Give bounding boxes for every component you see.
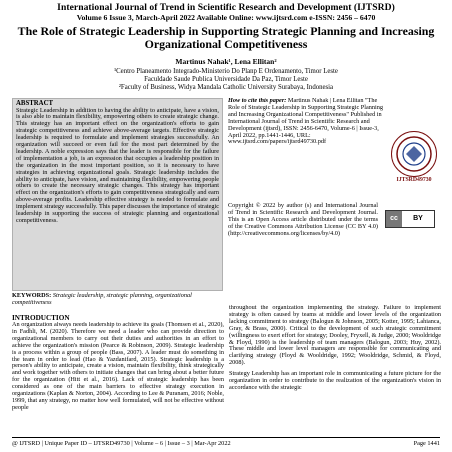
intro-right-paragraph-2: Strategy Leadership has an important role in communicating a future picture for the organization in order to contribute to the realization of the organization's vision in accordance with the strategic bbox=[229, 370, 441, 391]
abstract-box bbox=[12, 98, 223, 291]
footer-divider bbox=[12, 437, 440, 438]
intro-right-paragraph-1: throughout the organization implementing the strategy. Failure to implement strategy is often caused by teams at middle and lower levels of the organization lacking commitment to strategy (Balogun & Johnson, 2005; Kotter, 1995; Lahianca, Gray, & Brass, 2000). Critical to the development of such strategic commitment (willingness to exert effort for strategy; Dooley, Fryxell, & Judge, 2000; Wooldridge & Floyd, 1990) is the leadership of team managers (Balogun, 2003; Huy, 2002). These middle and lower level managers are responsible for communicating and clarifying strategy (Floyd & Wooldridge, 1992; Wooldridge, Schmid, & Floyd, 2008). bbox=[229, 305, 441, 367]
keywords-text: Strategic leadership, strategic planning, organizational competitiveness bbox=[12, 292, 192, 306]
affiliation-2: Faculdade Saude Publica Universidade Da Paz, Timor Leste bbox=[144, 76, 308, 83]
footer-page-number: Page 1441 bbox=[413, 440, 440, 447]
cc-icon: cc bbox=[386, 211, 402, 227]
citation-box bbox=[228, 98, 441, 294]
citation-heading: How to cite this paper: bbox=[228, 98, 287, 104]
introduction-heading: INTRODUCTION bbox=[12, 314, 70, 322]
affiliation-3: ²Faculty of Business, Widya Mandala Catholic University Surabaya, Indonesia bbox=[118, 84, 334, 91]
footer-left: @ IJTSRD | Unique Paper ID – IJTSRD49730 | Volume – 6 | Issue – 3 | Mar-Apr 2022 bbox=[12, 440, 231, 447]
ijtsrd-logo-block bbox=[389, 131, 439, 184]
keywords-label: KEYWORDS: bbox=[12, 292, 52, 299]
intro-right-column bbox=[229, 305, 441, 436]
paper-authors: Martinus Nahak¹, Lena Ellitan² bbox=[175, 57, 277, 66]
page-footer bbox=[12, 440, 440, 448]
paper-title: The Role of Strategic Leadership in Supporting Strategic Planning and Increasing Organizational Competitiveness bbox=[17, 24, 435, 51]
copyright-text: Copyright © 2022 by author (s) and International Journal of Trend in Scientific Research and Development Journal. This is an Open Access article distributed under the terms of the Creative Commons Attribution License (CC BY 4.0) (http://creativecommons.org/licenses/by/4.0) bbox=[228, 202, 378, 237]
abstract-text: Strategic Leadership in addition to having the ability to anticipate, have a vision, is also able to maintain flexibility, empowering others to create strategic change. This strategy has an important effect on the organization's efforts to gain strategic competitiveness and achieve above-average targets. Effective strategic leadership is required to formulate and implement strategies successfully. An organization will succeed or even fail for the most part determined by the leadership. A noble expression says that the leader is responsible for the failure of implementation a job, is an expression that occupies a leadership position in the organization in the most important position, so it is necessary to have strategies in achieving organizational goals. Strategic leadership includes the ability to anticipate, have vision, and maintaining flexibility, empowering people others to create the necessary strategic changes. This strategy has important effect on the organization's efforts to gain competitiveness strategically and earn above-average profits. Leadership effective strategy is needed to formulate and implement strategy successfully. This paper discusses the importance of strategic leadership in supporting the success of strategic planning and organizational competitiveness. bbox=[16, 106, 219, 224]
citation-text-block bbox=[228, 98, 388, 146]
cc-by-badge[interactable] bbox=[385, 210, 435, 228]
paper-id: IJTSRD49730 bbox=[396, 177, 432, 183]
journal-title: International Journal of Trend in Scientific Research and Development (IJTSRD) bbox=[57, 2, 395, 13]
ijtsrd-logo-icon bbox=[391, 131, 437, 177]
citation-text[interactable]: Martinus Nahak | Lena Ellitan "The Role of Strategic Leadership in Supporting Strategic Planning and Increasing Organizational Competitiveness" Published in International Journal of Trend in Scientific Research and Development (ijtsrd), ISSN: 2456-6470, Volume-6 | Issue-3, April 2022, pp.1441-1446, URL: www.ijtsrd.com/papers/ijtsrd49730.pdf bbox=[228, 98, 384, 146]
abstract-heading: ABSTRACT bbox=[16, 100, 54, 107]
affiliation-1: ¹Centro Planeamento Integrado-Ministerio Do Planp E Ordenamento, Timor Leste bbox=[114, 68, 338, 75]
intro-left-column: An organization always needs leadership to achieve its goals (Thomsen et al., 2020), in Fadhli, M. (2020). Therefore we need a leader who can provide direction to organizational members to carry out their duties and authorities in an effort to achieve the organization's mission (Pearce & Robinson, 2009). Strategic leadership is a process within a group of people (Bass, 2007). A leader must do something in the team in order to lead (Hao & Yazdanifard, 2015). Strategic leadership is a person's ability to anticipate, create a vision, maintain flexibility, think strategically and work together with others to initiate changes that can bring about a better future for the organization (Hitt et al., 2016). Lack of strategic leadership has been considered as one of the main barriers to effective strategy execution in organizations (Kaplan & Norton, 2004). According to Lee & Puranam, 2016; Noble, 1999, that any strategy, no matter how well formulated, will not be effective without people bbox=[12, 322, 224, 411]
journal-issue-line: Volume 6 Issue 3, March-April 2022 Available Online: www.ijtsrd.com e-ISSN: 2456 – 6470 bbox=[76, 13, 376, 22]
by-icon: BY bbox=[413, 214, 423, 222]
keywords bbox=[12, 293, 226, 307]
